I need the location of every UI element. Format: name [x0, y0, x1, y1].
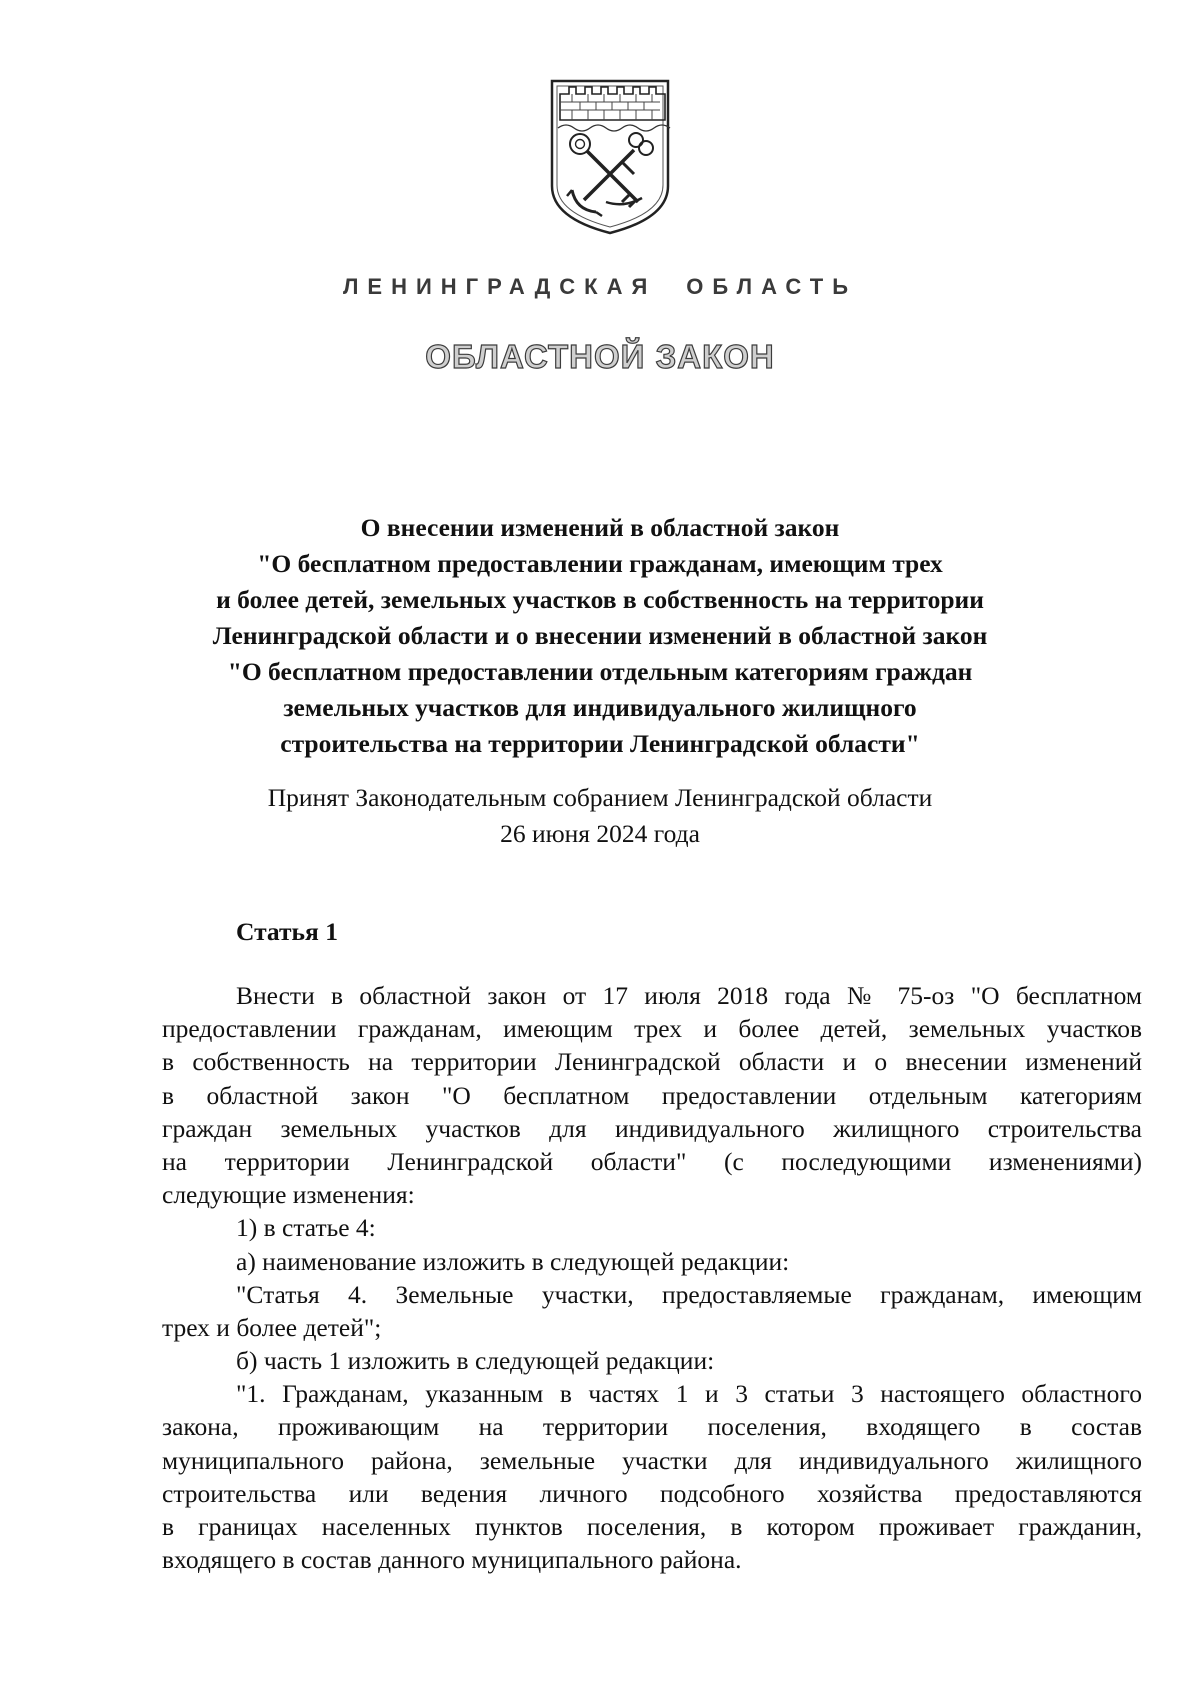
body-line: граждан земельных участков для индивидуального жилищного строительства [162, 1113, 1142, 1143]
coat-of-arms-emblem [548, 78, 672, 236]
body-line: 1) в статье 4: [236, 1213, 376, 1243]
body-line: на территории Ленинградской области" (с последующими изменениями) [162, 1146, 1142, 1176]
body-line: "1. Гражданам, указанным в частях 1 и 3 статьи 3 настоящего областного [236, 1379, 1142, 1409]
coat-of-arms-icon [548, 78, 672, 236]
body-line: Внести в областной закон от 17 июля 2018 года № 75-оз "О бесплатном [236, 981, 1142, 1010]
body-line: б) часть 1 изложить в следующей редакции: [236, 1346, 715, 1376]
body-line: следующие изменения: [162, 1180, 415, 1210]
law-type-heading: ОБЛАСТНОЙ ЗАКОН [425, 338, 775, 375]
law-title-line: Ленинградской области и о внесении изменений в областной закон [212, 621, 988, 650]
body-line: строительства или ведения личного подсобного хозяйства предоставляются [162, 1478, 1142, 1508]
body-line: предоставлении гражданам, имеющим трех и более детей, земельных участков [162, 1014, 1142, 1044]
law-title-line: строительства на территории Ленинградской области" [280, 729, 920, 758]
law-title [120, 510, 1080, 762]
region-heading [0, 274, 1200, 300]
article-body [162, 979, 1142, 1576]
law-title-line: "О бесплатном предоставлении отдельным категориям граждан [227, 657, 973, 686]
body-line: входящего в состав данного муниципального района. [162, 1545, 742, 1575]
law-title-line: О внесении изменений в областной закон [360, 513, 840, 542]
body-line: трех и более детей"; [162, 1312, 382, 1342]
law-title-line: и более детей, земельных участков в собственность на территории [216, 585, 984, 614]
law-title-line: земельных участков для индивидуального жилищного [283, 693, 917, 722]
body-line: в областной закон "О бесплатном предоставлении отдельным категориям [162, 1080, 1142, 1110]
body-line: а) наименование изложить в следующей редакции: [236, 1246, 790, 1276]
body-line: "Статья 4. Земельные участки, предоставляемые гражданам, имеющим [236, 1279, 1142, 1309]
region-word-2: ОБЛАСТЬ [686, 274, 858, 299]
body-line: в границах населенных пунктов поселения, в котором проживает гражданин, [162, 1512, 1142, 1541]
region-word-1: ЛЕНИНГРАДСКАЯ [342, 274, 657, 299]
adoption-date: 26 июня 2024 года [500, 819, 700, 848]
body-line: в собственность на территории Ленинградской области и о внесении изменений [162, 1047, 1142, 1077]
law-title-line: "О бесплатном предоставлении гражданам, имеющим трех [257, 549, 943, 578]
body-line: муниципального района, земельные участки для индивидуального жилищного [162, 1445, 1142, 1475]
adoption-body: Принят Законодательным собранием Ленинградской области [267, 783, 933, 812]
adoption-note [120, 780, 1080, 852]
body-line: закона, проживающим на территории поселения, входящего в состав [162, 1412, 1142, 1442]
article-heading: Статья 1 [236, 917, 338, 946]
